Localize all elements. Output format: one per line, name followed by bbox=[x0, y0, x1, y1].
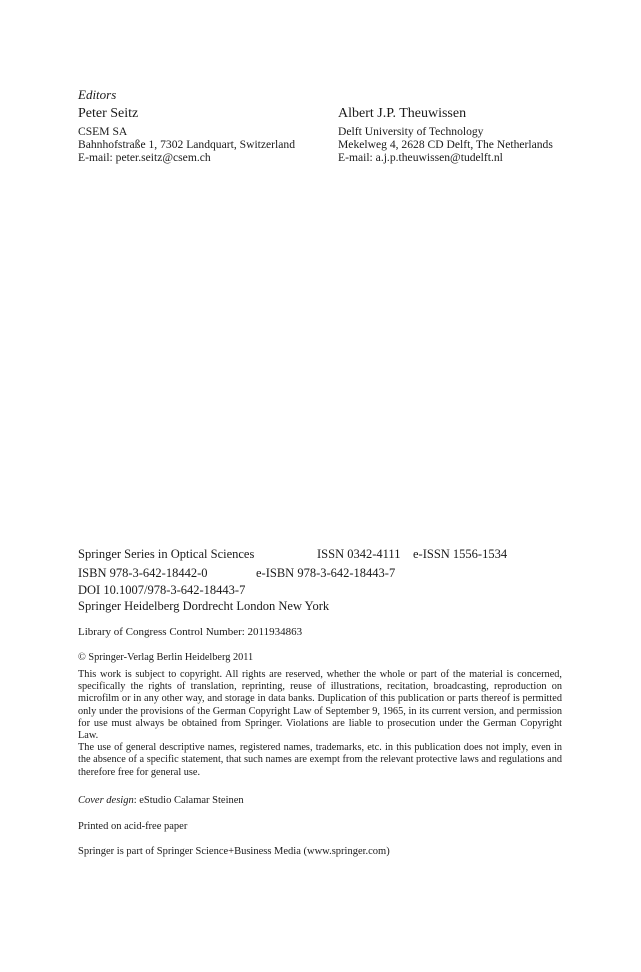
editor-2-name: Albert J.P. Theuwissen bbox=[338, 106, 467, 121]
rights-paragraph-2: The use of general descriptive names, registered names, trademarks, etc. in this publication does not imply, even in the absence of a specific statement, that such names are exempt from the relevant protective laws and regulations and therefore free for general use. bbox=[78, 742, 562, 778]
rights-paragraph-1: This work is subject to copyright. All rights are reserved, whether the whole or part of the material is concerned, specifically the rights of translation, reprinting, reuse of illustrations, recitation, broadcasting, reproduction on microfilm or in any other way, and storage in data banks. Duplication of this publication or parts thereof is permitted only under the provisions of the German Copyright Law of September 9, 1965, in its current version, and permission for use must always be obtained from Springer. Violations are liable to prosecution under the German Copyright Law. bbox=[78, 669, 562, 742]
cover-design-label: Cover design bbox=[78, 795, 134, 806]
doi: DOI 10.1007/978-3-642-18443-7 bbox=[78, 583, 246, 597]
series-eissn: e-ISSN 1556-1534 bbox=[413, 547, 508, 561]
series-name: Springer Series in Optical Sciences bbox=[78, 547, 255, 561]
acid-free-note: Printed on acid-free paper bbox=[78, 821, 188, 832]
editor-1-address: Bahnhofstraße 1, 7302 Landquart, Switzerland bbox=[78, 138, 296, 151]
editor-1-name: Peter Seitz bbox=[78, 106, 139, 121]
cover-design bbox=[78, 795, 244, 806]
copyright-line: © Springer-Verlag Berlin Heidelberg 2011 bbox=[78, 652, 254, 663]
editor-2-org: Delft University of Technology bbox=[338, 125, 484, 138]
series-issn: ISSN 0342-4111 bbox=[317, 547, 401, 561]
rights-text bbox=[78, 669, 562, 779]
editor-1-email: E-mail: peter.seitz@csem.ch bbox=[78, 151, 211, 164]
isbn: ISBN 978-3-642-18442-0 bbox=[78, 566, 208, 580]
editor-2-email: E-mail: a.j.p.theuwissen@tudelft.nl bbox=[338, 151, 503, 164]
publisher-cities: Springer Heidelberg Dordrecht London New York bbox=[78, 599, 330, 613]
loc-control-number: Library of Congress Control Number: 2011934863 bbox=[78, 626, 303, 638]
cover-design-value: : eStudio Calamar Steinen bbox=[133, 795, 244, 806]
editors-label: Editors bbox=[78, 87, 117, 102]
springer-media-note: Springer is part of Springer Science+Business Media (www.springer.com) bbox=[78, 846, 390, 857]
eisbn: e-ISBN 978-3-642-18443-7 bbox=[256, 566, 396, 580]
editor-2-address: Mekelweg 4, 2628 CD Delft, The Netherlands bbox=[338, 138, 553, 151]
editor-1-org: CSEM SA bbox=[78, 125, 128, 138]
